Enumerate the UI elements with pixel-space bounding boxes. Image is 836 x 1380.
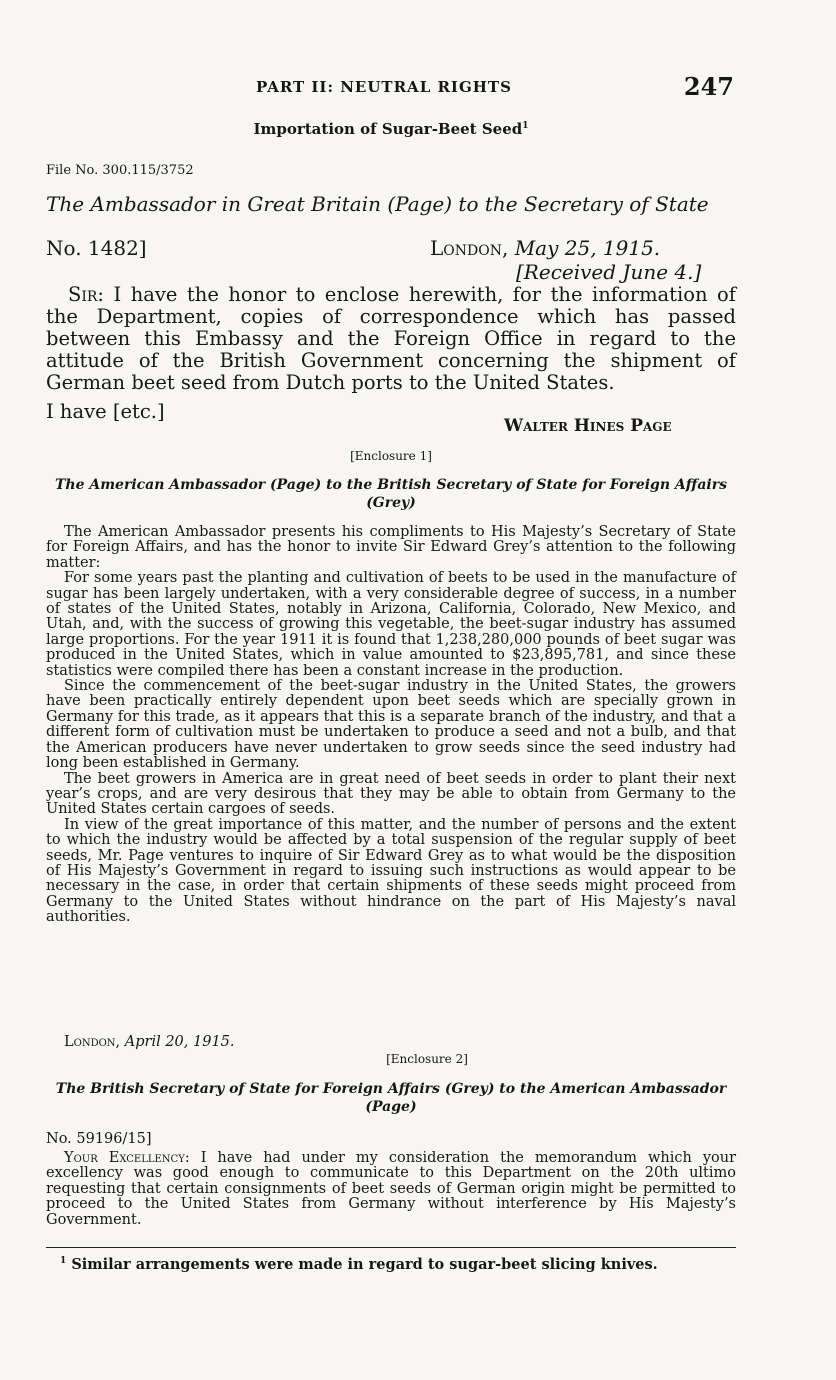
enclosure-1-paragraph: The beet growers in America are in great need of beet seeds in order to plant their next year’s crops, and are very desirous that they may be able to obtain from Germany to the United States certain cargoes of seeds. [46, 770, 736, 818]
enclosure-2-body [46, 1151, 736, 1228]
footnote-marker: 1 [522, 121, 529, 131]
section-title [46, 120, 736, 138]
footnote [60, 1256, 658, 1273]
file-number: File No. 300.115/3752 [46, 163, 194, 178]
dispatch-line [46, 236, 736, 286]
letter-body [46, 284, 736, 394]
dispatch-number: No. 1482] [46, 236, 147, 260]
dispatch-received: [Received June 4.] [516, 260, 702, 284]
letter-closing: I have [etc.] [46, 400, 165, 423]
enclosure-1-paragraph: For some years past the planting and cultivation of beets to be used in the manufacture of sugar has been largely undertaken, with a very considerable degree of success, in a number of states of the United States, notably in Arizona, California, Colorado, New Mexico, and Utah, and, with the success of growing this vegetable, the beet-sugar industry has assumed large proportions. For the year 1911 it is found that 1,238,280,000 pounds of beet sugar was produced in the United States, which in value amounted to $23,895,781, and since these statistics were compiled there has been a constant increase in the production. [46, 570, 736, 679]
enclosure-2-paragraph [46, 1151, 736, 1228]
enclosure-1-place: London, [64, 1034, 121, 1050]
enclosure-2-heading: The British Secretary of State for Foreign Affairs (Grey) to the American Ambassador (Page) [55, 1081, 727, 1115]
dispatch-date: May 25, 1915. [514, 236, 661, 260]
section-title-text: Importation of Sugar-Beet Seed [253, 120, 523, 138]
enclosure-2-label: [Enclosure 2] [386, 1052, 468, 1066]
footnote-divider [46, 1247, 736, 1248]
dispatch-place: London, [430, 236, 509, 260]
letter-text: I have the honor to enclose herewith, for the information of the Department, copies of correspondence which has passed between this Embassy and the Foreign Office in regard to the attitude of the British Government concerning the shipment of German beet seed from Dutch ports to the United States. [46, 283, 737, 394]
letter-salutation: Sir: [68, 283, 104, 306]
running-head [46, 72, 736, 102]
footnote-text: Similar arrangements were made in regard to sugar-beet slicing knives. [71, 1256, 658, 1273]
enclosure-2-salutation: Your Excellency: [64, 1150, 190, 1166]
enclosure-1-paragraph: The American Ambassador presents his compliments to His Majesty’s Secretary of State for Foreign Affairs, and has the honor to invite Sir Edward Grey’s attention to the following matter: [46, 524, 736, 571]
dispatch-place-date [430, 236, 660, 260]
enclosure-2-text: I have had under my consideration the memorandum which your excellency was good enough to communicate to this Department on the 20th ultimo requesting that certain consignments of beet seeds of German origin might be permitted to proceed to the United States from Germany without interference by His Majesty’s Government. [46, 1150, 737, 1228]
enclosure-1-date-text: April 20, 1915. [124, 1034, 235, 1050]
enclosure-1-label: [Enclosure 1] [350, 449, 432, 463]
enclosure-1-paragraph: In view of the great importance of this matter, and the number of persons and the extent to which the industry would be affected by a total suspension of the regular supply of beet seeds, Mr. Page ventures to inquire of Sir Edward Grey as to what would be the disposition of His Majesty’s Government in regard to issuing such instructions as would appear to be necessary in the case, in order that certain shipments of these seeds might proceed from Germany to the United States without hindrance on the part of His Majesty’s naval authorities. [46, 816, 736, 926]
enclosure-1-date [64, 1034, 235, 1050]
running-title: PART II: NEUTRAL RIGHTS [256, 78, 512, 96]
footnote-number: 1 [60, 1256, 67, 1267]
enclosure-2-reference: No. 59196/15] [46, 1131, 152, 1147]
document-heading: The Ambassador in Great Britain (Page) to the Secretary of State [46, 192, 709, 216]
page-number: 247 [683, 72, 734, 101]
letter-signature: Walter Hines Page [504, 416, 672, 436]
enclosure-1-paragraph: Since the commencement of the beet-sugar industry in the United States, the growers have been practically entirely dependent upon beet seeds which are specially grown in Germany for this trade, as it appears that this is a separate branch of the industry, and that a different form of cultivation must be undertaken to produce a seed and not a bulb, and that the American producers have never undertaken to grow seeds since the seed industry had long been established in Germany. [46, 678, 736, 772]
enclosure-1-heading: The American Ambassador (Page) to the British Secretary of State for Foreign Affairs (Grey) [55, 477, 727, 511]
enclosure-1-body [46, 525, 736, 926]
